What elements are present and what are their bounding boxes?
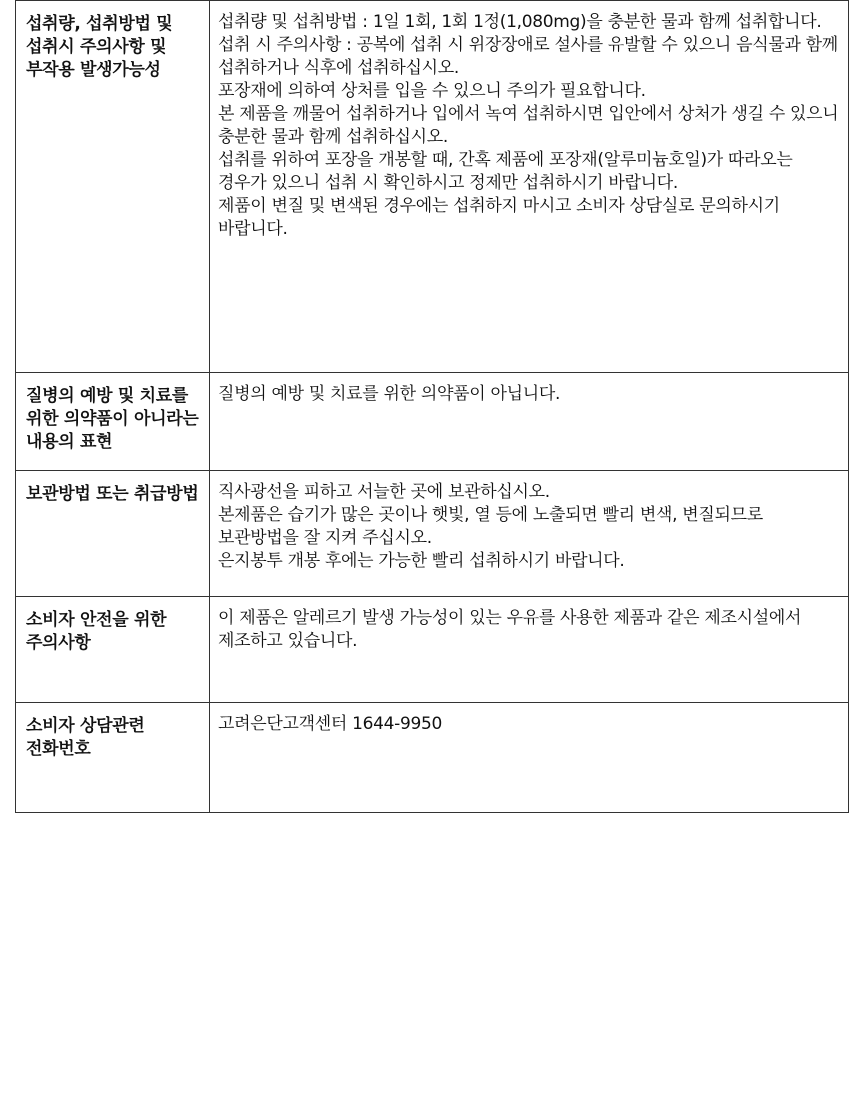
table-row [16, 597, 849, 703]
row-content-consumer-phone [210, 703, 849, 813]
content-line: 질병의 예방 및 치료를 위한 의약품이 아닙니다. [218, 384, 561, 404]
table-row [16, 1, 849, 373]
row-label-not-medicine: 질병의 예방 및 치료를 위한 의약품이 아니라는 내용의 표현 [16, 373, 210, 471]
content-line: 은지봉투 개봉 후에는 가능한 빨리 섭취하시기 바랍니다. [218, 551, 625, 571]
row-label-safety-caution: 소비자 안전을 위한 주의사항 [16, 597, 210, 703]
content-line: 본 제품을 깨물어 섭취하거나 입에서 녹여 섭취하시면 입안에서 상처가 생길 수 있으니 충분한 물과 함께 섭취하십시오. [218, 104, 839, 147]
content-line: 포장재에 의하여 상처를 입을 수 있으니 주의가 필요합니다. [218, 81, 646, 101]
table-row [16, 471, 849, 597]
row-content-storage [210, 471, 849, 597]
row-label-consumer-phone: 소비자 상담관련 전화번호 [16, 703, 210, 813]
content-line: 섭취 시 주의사항 : 공복에 섭취 시 위장장애로 설사를 유발할 수 있으니 음식물과 함께 섭취하거나 식후에 섭취하십시오. [218, 35, 838, 78]
content-line: 섭취량 및 섭취방법 : 1일 1회, 1회 1정(1,080mg)을 충분한 물과 함께 섭취합니다. [218, 12, 822, 32]
table-row [16, 373, 849, 471]
row-label-storage: 보관방법 또는 취급방법 [16, 471, 210, 597]
product-info-table [15, 0, 849, 813]
row-content-safety-caution [210, 597, 849, 703]
row-content-not-medicine [210, 373, 849, 471]
content-line: 고려은단고객센터 1644-9950 [218, 714, 443, 734]
content-line: 직사광선을 피하고 서늘한 곳에 보관하십시오. [218, 482, 550, 502]
content-line: 이 제품은 알레르기 발생 가능성이 있는 우유를 사용한 제품과 같은 제조시설에서 제조하고 있습니다. [218, 608, 802, 651]
row-label-intake-method: 섭취량, 섭취방법 및 섭취시 주의사항 및 부작용 발생가능성 [16, 1, 210, 373]
row-content-intake-method [210, 1, 849, 373]
content-line: 본제품은 습기가 많은 곳이나 햇빛, 열 등에 노출되면 빨리 변색, 변질되므로 보관방법을 잘 지켜 주십시오. [218, 505, 763, 548]
content-line: 섭취를 위하여 포장을 개봉할 때, 간혹 제품에 포장재(알루미늄호일)가 따라오는 경우가 있으니 섭취 시 확인하시고 정제만 섭취하시기 바랍니다. [218, 150, 793, 193]
table-row [16, 703, 849, 813]
content-line: 제품이 변질 및 변색된 경우에는 섭취하지 마시고 소비자 상담실로 문의하시기 바랍니다. [218, 196, 780, 239]
